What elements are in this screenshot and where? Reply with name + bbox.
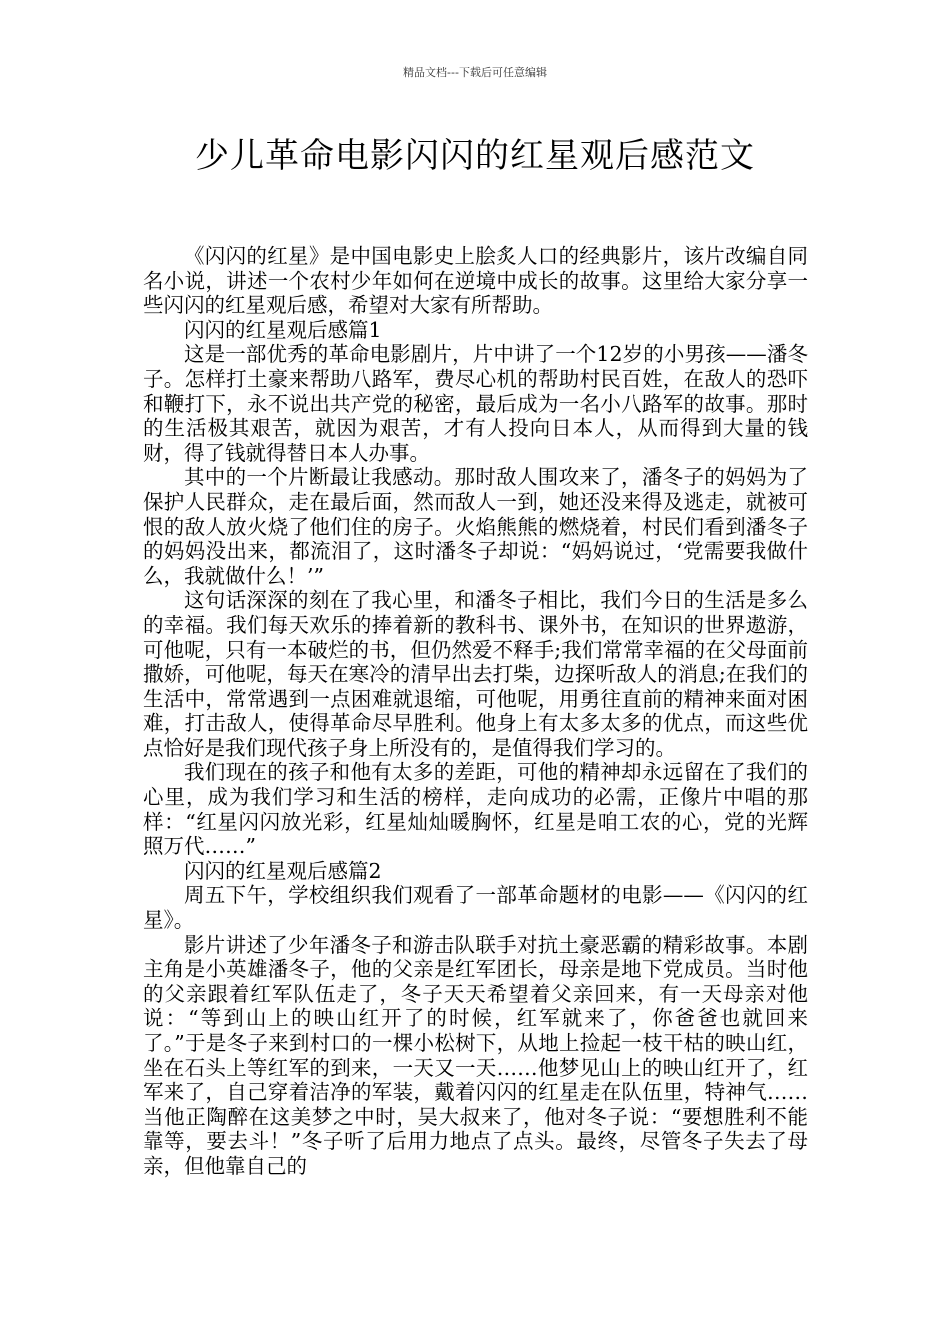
body-paragraph: 这句话深深的刻在了我心里，和潘冬子相比，我们今日的生活是多么的幸福。我们每天欢乐的捧着新的教科书、课外书，在知识的世界遨游，可他呢，只有一本破烂的书，但仍然爱不释手;我们常常幸福的在父母面前撒娇，可他呢，每天在寒冷的清早出去打柴，边探听敌人的消息;在我们的生活中，常常遇到一点困难就退缩，可他呢，用勇往直前的精神来面对困难，打击敌人，使得革命尽早胜利。他身上有太多太多的优点，而这些优点恰好是我们现代孩子身上所没有的，是值得我们学习的。 [143, 588, 808, 760]
body-paragraph: 其中的一个片断最让我感动。那时敌人围攻来了，潘冬子的妈妈为了保护人民群众，走在最后面，然而敌人一到，她还没来得及逃走，就被可恨的敌人放火烧了他们住的房子。火焰熊熊的燃烧着，村民们看到潘冬子的妈妈没出来，都流泪了，这时潘冬子却说：“妈妈说过，‘党需要我做什么，我就做什么！’” [143, 465, 808, 588]
document-body [143, 244, 808, 1179]
body-paragraph: 这是一部优秀的革命电影剧片，片中讲了一个12岁的小男孩——潘冬子。怎样打土豪来帮助八路军，费尽心机的帮助村民百姓，在敌人的恐吓和鞭打下，永不说出共产党的秘密，最后成为一名小八路军的故事。那时的生活极其艰苦，就因为艰苦，才有人投向日本人，从而得到大量的钱财，得了钱就得替日本人办事。 [143, 342, 808, 465]
body-paragraph: 我们现在的孩子和他有太多的差距，可他的精神却永远留在了我们的心里，成为我们学习和生活的榜样，走向成功的必需，正像片中唱的那样：“红星闪闪放光彩，红星灿灿暖胸怀，红星是咱工农的心，党的光辉照万代……” [143, 760, 808, 859]
section-heading: 闪闪的红星观后感篇2 [184, 858, 382, 883]
section-heading: 闪闪的红星观后感篇1 [184, 317, 382, 342]
intro-paragraph: 《闪闪的红星》是中国电影史上脍炙人口的经典影片，该片改编自同名小说，讲述一个农村少年如何在逆境中成长的故事。这里给大家分享一些闪闪的红星观后感，希望对大家有所帮助。 [143, 244, 808, 318]
page-header: 精品文档---下载后可任意编辑 [403, 66, 547, 79]
body-paragraph: 周五下午，学校组织我们观看了一部革命题材的电影——《闪闪的红星》。 [143, 883, 808, 933]
document-title: 少儿革命电影闪闪的红星观后感范文 [195, 136, 755, 176]
body-paragraph: 影片讲述了少年潘冬子和游击队联手对抗土豪恶霸的精彩故事。本剧主角是小英雄潘冬子，他的父亲是红军团长，母亲是地下党成员。当时他的父亲跟着红军队伍走了，冬子天天希望着父亲回来，有一天母亲对他说：“等到山上的映山红开了的时候，红军就来了，你爸爸也就回来了。”于是冬子来到村口的一棵小松树下，从地上捡起一枝干枯的映山红，坐在石头上等红军的到来，一天又一天……他梦见山上的映山红开了，红军来了，自己穿着洁净的军装，戴着闪闪的红星走在队伍里，特神气……当他正陶醉在这美梦之中时，吴大叔来了，他对冬子说：“要想胜利不能靠等，要去斗！”冬子听了后用力地点了点头。最终，尽管冬子失去了母亲，但他靠自己的 [143, 932, 808, 1178]
